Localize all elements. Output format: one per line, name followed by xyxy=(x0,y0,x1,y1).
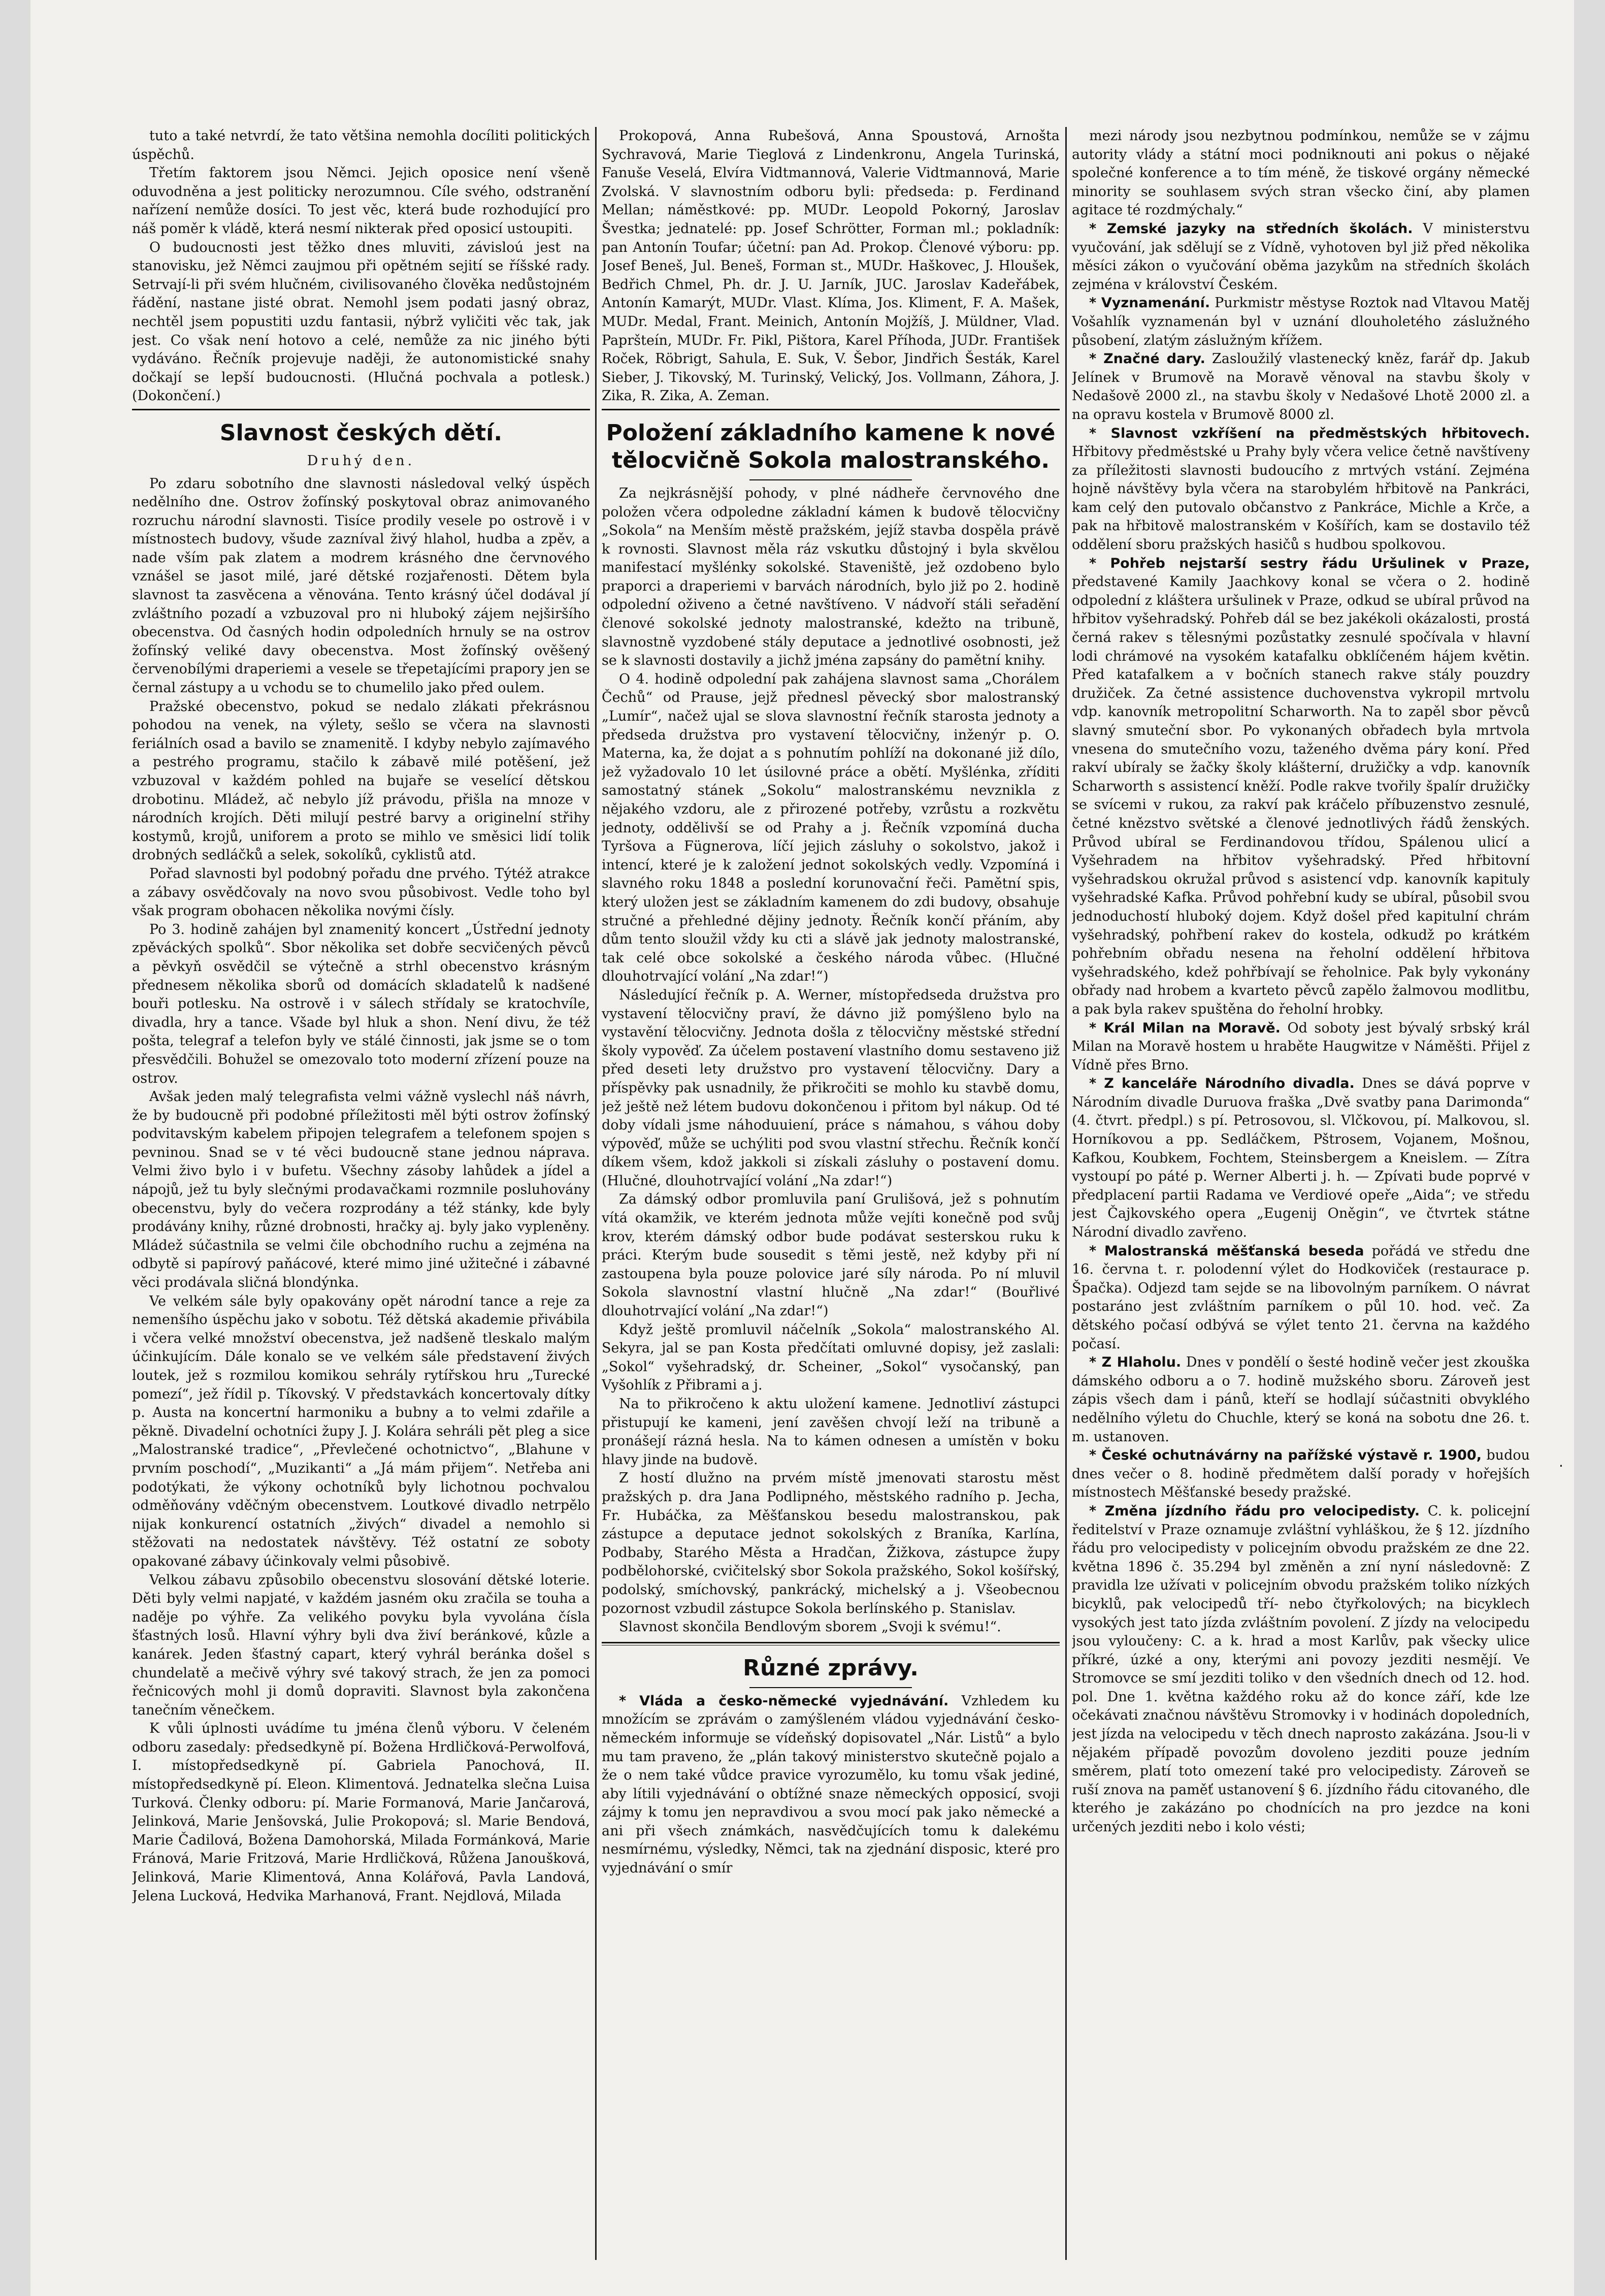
news-item xyxy=(1072,1446,1530,1502)
news-heading: * Slavnost vzkříšení na předměstských hřbitovech. xyxy=(1089,425,1530,441)
news-item xyxy=(1072,294,1530,350)
news-heading: * Pohřeb nejstarší sestry řádu Uršulinek v Praze, xyxy=(1089,555,1530,571)
news-item xyxy=(1072,425,1530,555)
news-item xyxy=(602,1692,1060,1878)
news-text: budou dnes večer o 8. hodině předmětem další porady v hořejších místnostech Měšťanské besedy pražské. xyxy=(1072,1447,1530,1501)
news-heading: * Z kanceláře Národního divadla. xyxy=(1089,1076,1355,1092)
news-text: pořádá ve středu dne 16. června t. r. polodenní výlet do Hodkoviček (restaurace p. Špačka). Odjezd tam sejde se na libovolným parníkem. O návrat postaráno jest zvláštním parníkem o půl 10. hod. več. Za dětského počasí odbývá se výlet tento 21. června na každého počasí. xyxy=(1072,1243,1530,1352)
news-text: Hřbitovy předměstské u Prahy byly včera velice četně navštíveny za příležitosti slavnosti budoucího z mrtvých vstání. Zejména hojně návštěvy byla včera na starobylém hřbitově na Pankráci, kam celý den putovalo občanstvo z Pankráce, Michle a Krče, a pak na hřbitově malostranském v Košířích, kam se dostavilo též oddělení sboru pražských hasičů s hudbou spolkovou. xyxy=(1072,444,1530,553)
news-item xyxy=(1072,1242,1530,1354)
paragraph: Pořad slavnosti byl podobný pořadu dne prvého. Týtéž atrakce a zábavy osvědčovaly na novo svou působivost. Vedle toho byl však program obohacen několika novými čísly. xyxy=(132,865,590,919)
news-text: C. k. policejní ředitelství v Praze oznamuje zvláštní vyhláškou, že § 12. jízdního řádu pro velocipedisty v policejním obvodu pražském ze dne 22. května 1896 č. 35.294 byl změněn a zní nyní následovně: Z pravidla lze užívati v policejním obvodu pražském toliko nízkých bicyklů, pak velocipedů tří- nebo čtyřkolových; na bicyklech vysokých jest tato jízda zvláštním povolení. Z jízdy na velocipedu jsou vyloučeny: C. a k. hrad a most Karlův, pak všecky ulice příkré, úzké a ony, kterými ani povozy jezditi nesmějí. Ve Stromovce se smí jezditi toliko v den všedních dnech od 12. hod. pol. Dne 1. května každého roku až do konce září, kde lze očekávati značnou návštěvu Stromovky i v hodinách dopoledních, jest jízda na velocipedu v těch dnech naprosto zakázána. Jsou-li v nějakém případě povozům dovoleno jezditi pouze jedním směrem, platí toto omezení také pro velocipedisty. Zároveň se ruší znova na paměť ustanovení § 6. jízdního řádu citovaného, dle kterého je zakázáno po chodnících na pro jezdce na koni určených jezditi nebo i kolo vésti; xyxy=(1072,1503,1530,1835)
news-text: Od soboty jest bývalý srbský král Milan na Moravě hostem u hraběte Haugwitze v Náměšti. Přijel z Vídně přes Brno. xyxy=(1072,1020,1530,1073)
news-text: Zasloužilý vlastenecký kněz, farář dp. Jakub Jelínek v Brumově na Moravě věnoval na stavbu školy v Nedašově 2000 zl., na stavbu školy v Nedašové Lhotě 2000 zl. a na opravu kostela v Brumově 8000 zl. xyxy=(1072,351,1530,423)
column-middle xyxy=(602,127,1060,2260)
news-item xyxy=(1072,1075,1530,1242)
paragraph: Avšak jeden malý telegrafista velmi vážně vyslechl náš návrh, že by budoucně při podobné příležitosti měl býti ostrov žofínský podvitavským kabelem připojen telegrafem a telefonem spojen s pevninou. Snad se v té věci budoucně stane jednou náprava. Velmi živo bylo i v bufetu. Všechny zásoby lahůdek a jídel a nápojů, jež tu byly slečnými prodavačkami rozmnile posluhovány obecenstvu, byly do večera rozprodány a též stánky, kde byly prodávány knihy, různé drobnosti, hračky aj. byly jako vypleněny. Mládež súčastnila se velmi čile obchodního ruchu a zejména na odbytě si papírový paňácové, které mimo jiné užitečné i zábavné věci prodávala sličná blondýnka. xyxy=(132,1089,590,1291)
section-title: Různé zprávy. xyxy=(743,1655,919,1681)
news-text: Purkmistr městyse Roztok nad Vltavou Matěj Vošahlík vyznamenán byl v uznání dlouholetého záslužného působení, zlatým záslužným křížem. xyxy=(1072,295,1530,348)
news-heading: * Vyznamenání. xyxy=(1089,295,1210,311)
news-heading: * Zemské jazyky na středních školách. xyxy=(1089,220,1413,237)
page-marker: · xyxy=(1559,1458,1563,1474)
newspaper-page xyxy=(30,0,1574,2296)
paragraph: O budoucnosti jest těžko dnes mluviti, závisloú jest na stanovisku, jež Němci zaujmou při opětném sejití se říšské rady. Setrvají-li při svém hlučném, civilisovaného člověka nedůstojném řádění, nastane jisté obrat. Nemohl jsem podati jasný obraz, nechtěl jsem popustiti uzdu fantasii, nýbrž vyličiti věc tak, jak jest. Co však není hotovo a celé, nemůže za nic jiného býti vydáváno. Řečník projevuje naději, že autonomistické snahy dočkají se lepší budoucnosti. (Hlučná pochvala a potlesk.) (Dokončení.) xyxy=(132,239,590,404)
article-subtitle: Druhý den. xyxy=(307,452,415,469)
news-text: Dnes se dává poprve v Národním divadle Duruova fraška „Dvě svatby pana Darimonda“ (4. čtvrt. předpl.) s pí. Petrosovou, sl. Vlčkovou, pí. Malkovou, sl. Horníkovou a pp. Sedláčkem, Pštrosem, Vojanem, Mošnou, Kafkou, Koubkem, Fochtem, Steinsbergem a Kneislem. — Zítra vystoupí po páté p. Werner Alberti j. h. — Zpívati bude poprvé v předplacení partii Radama ve Verdiové opeře „Aida“; ve středu jest Čajkovského opera „Eugenij Oněgin“, ve čtvrtek státne Národní divadlo zavřeno. xyxy=(1072,1076,1530,1241)
news-text: Vzhledem ku množícím se zprávám o zamýšleném vládou vyjednávání česko-německém informuje se vídeňský dopisovatel „Nár. Listů“ a bylo mu tam praveno, že „plán takový ministerstvo skutečně pojalo a že o nem také vůdce pravice vyrozumělo, ku tomu však jediné, aby lítili vyjednávání o obtížné snaze německých opposicí, svoji zájmy k tomu jen nepravdivou a svou mocí pak jako německé a ani při všech známkách, nasvědčujících tomu k dalekému nesmírnému, výsledky, Němci, tak na zjednání disposic, které pro vyjednávání o smír xyxy=(602,1693,1060,1877)
divider xyxy=(749,479,912,480)
paragraph: Po 3. hodině zahájen byl znamenitý koncert „Ústřední jednoty zpěváckých spolků“. Sbor několika set dobře secvičených pěvců a pěvkyň osvědčil se výtečně a strhl obecenstvo krásným přednesem několika sborů od domácích skladatelů k nadšené bouři potlesku. Na ostrově i v sálech střídaly se kratochvíle, divadla, hry a tance. Všade byl hluk a shon. Není divu, že též pošta, telegraf a telefon byly ve stálé činnosti, jak jsme se o tom přesvědčili. Bohužel se omezovalo toto moderní zřízení pouze na ostrov. xyxy=(132,921,590,1086)
news-text: Dnes v pondělí o šesté hodině večer jest zkouška dámského odboru a o 7. hodině mužského sboru. Zároveň jest zápis všech dam i pánů, kteří se hodlají súčastniti obvyklého nedělního výletu do Chuchle, který se koná na sobotu dne 26. t. m. ustanoven. xyxy=(1072,1354,1530,1445)
news-item xyxy=(1072,555,1530,1019)
news-heading: * Vláda a česko-německé vyjednávání. xyxy=(619,1693,949,1709)
divider xyxy=(749,1687,912,1688)
paragraph: Když ještě promluvil náčelník „Sokola“ malostranského Al. Sekyra, jal se pan Kosta předčítati omluvné dopisy, jež zaslali: „Sokol“ vyšehradský, dr. Scheiner, „Sokol“ vysočanský, pan Vyšohlík z Přibrami a j. xyxy=(602,1321,1060,1394)
paragraph: Za nejkrásnější pohody, v plné nádheře červnového dne položen včera odpoledne základní kámen k budově tělocvičny „Sokola“ na Menším městě pražském, jejíž stavba dospěla právě k rovnosti. Slavnost měla ráz vskutku důstojný i byla skvělou manifestací myšlénky sokolské. Staveniště, jež ozdobeno bylo praporci a draperiemi v barvách národních, bylo již po 2. hodině odpolední oživeno a četné navštíveno. V nádvoří stáli seřadění členové sokolské jednoty malostranské, kdežto na tribuně, slavnostně vyzdobené stály deputace a jednotlivé osobnosti, jež se k slavnosti dostavily a jichž jména zapsány do pamětní knihy. xyxy=(602,485,1060,669)
column-rule xyxy=(1065,127,1067,2260)
column-left xyxy=(132,127,590,2260)
paragraph: Slavnost skončila Bendlovým sborem „Svoji k svému!“. xyxy=(619,1619,1001,1635)
paragraph: Pražské obecenstvo, pokud se nedalo zlákati překrásnou pohodou na venek, na výlety, sešlo se včera na slavnosti feriálních osad a bavilo se znamenitě. I kdyby nebylo zajímavého a pestrého programu, stačilo k zábavě milé potěšení, jež vzbuzoval v každém pohled na bujaře se veselící dětskou drobotinu. Mládež, ač nebylo jíž právodu, přišla na mnoze v národních krojích. Děti milují pestré barvy a originelní střihy kostymů, krojů, uniforem a proto se mihlo ve směsici lidí tolik drobných sedláčků a selek, sokolíků, cyklistů atd. xyxy=(132,698,590,863)
paragraph: Po zdaru sobotního dne slavnosti následoval velký úspěch nedělního dne. Ostrov žofínský poskytoval obraz animovaného rozruchu národní slavnosti. Tisíce prodily vesele po ostrově i v místnostech budovy, všude zazníval živý hlahol, hudba a zpěv, a nade vším pak zlatem a modrem krásného dne červnového vznášel se jasot milé, jaré dětské rozjařenosti. Dětem byla slavnost ta zasvěcena a věnována. Tento krásný účel dodával jí zvláštního pozadí a vzbuzoval pro ni hluboký zájem nejširšího obecenstva. Od časných hodin odpoledních hrnuly se na ostrov žofínský veliké davy obecenstva. Most žofínský ověšený červenobílými draperiemi a vesele se třepetajícími prapory jen se černal zástupy a u vchodu se to chumelilo jako před oulem. xyxy=(132,475,590,696)
news-heading: * Z Hlaholu. xyxy=(1089,1354,1182,1371)
news-heading: * Malostranská měšťanská beseda xyxy=(1089,1243,1364,1259)
article-title: Položení základního kamene k nové tělocvičně Sokola malostranského. xyxy=(606,419,1056,473)
paragraph: Třetím faktorem jsou Němci. Jejich oposice není všeně oduvodněna a jest politicky nerozumnou. Cíle svého, odstranění nařízení nemůže dosíci. To jest věc, která bude rozhodující pro náš poměr k vládě, která nesmí nikterak před oposicí ustoupiti. xyxy=(132,165,590,237)
news-heading: * České ochutnávárny na pařížské výstavě r. 1900, xyxy=(1089,1447,1482,1464)
news-item xyxy=(1072,1019,1530,1075)
paragraph: Z hostí dlužno na prvém místě jmenovati starostu měst pražských p. dra Jana Podlipného, městského radního p. Jecha, Fr. Hubáčka, za Měšťanskou besedu malostranskou, pak zástupce a deputace jednot sokolských z Braníka, Karlína, Podbaby, Starého Města a Hradčan, Žižkova, zástupce župy podbělohorské, cvičitelský sbor Sokola pražského, Sokol košířský, podolský, smíchovský, pankrácký, michelský a j. Všeobecnou pozornost vzbudil zástupce Sokola berlínského p. Stanislav. xyxy=(602,1470,1060,1616)
paragraph: Na to přikročeno k aktu uložení kamene. Jednotliví zástupci přistupují ke kameni, jení zavěšen chvojí leží na tribuně a pronášejí rázná hesla. Na to kámen odnesen a umístěn v boku hlavy jinde na budově. xyxy=(602,1396,1060,1468)
paragraph: K vůli úplnosti uvádíme tu jména členů výboru. V čeleném odboru zasedaly: předsedkyně pí. Božena Hrdličková-Perwolfová, I. místopředsedkyně pí. Gabriela Panochová, II. místopředsedkyně pí. Eleon. Klimentová. Jednatelka slečna Luisa Turková. Členky odboru: pí. Marie Formanová, Marie Jančarová, Jelinková, Marie Jenšovská, Julie Prokopová; sl. Marie Bendová, Marie Čadilová, Božena Damohorská, Milada Formánková, Marie Fránová, Marie Fritzová, Marie Hrdličková, Růžena Janoušková, Jelinková, Marie Klimentová, Anna Kolářová, Pavla Landová, Jelena Lucková, Hedvika Marhanová, Frant. Nejdlová, Milada xyxy=(132,1721,590,1904)
paragraph: Ve velkém sále byly opakovány opět národní tance a reje za nemenšího úspěchu jako v sobotu. Též dětská akademie přivábila i včera velké množství obecenstva, jež nadšeně tleskalo malým účinkujícím. Dále konalo se ve velkém sále představení živých loutek, jež s rozmilou komikou sehrály rytířskou hru „Turecké pomezí“, jež řídil p. Tíkovský. V představkách koncertovaly dítky p. Austa na koncertní harmoniku a bubny a to velmi zdařile a pěkně. Divadelní ochotníci župy J. J. Kolára sehráli pět pleg a sice „Malostranské tradice“, „Převlečené ochotnictvo“, „Blahune v prvním poschodí“, „Muzikanti“ a „Já mám přijem“. Netřeba ani podotýkati, že výkony ochotníků byly lichotnou pochvalou odměňovány vděčným obecenstvem. Loutkové divadlo netrpělo nijak konkurencí ostatních „živých“ divadel a nemohlo si stěžovati na nedostatek návštěvy. Též ostatní ze soboty opakované zábavy účinkovaly velmi působivě. xyxy=(132,1293,590,1569)
paragraph: Následující řečník p. A. Werner, místopředseda družstva pro vystavení tělocvičny praví, že dávno již pomýšleno bylo na vystavění tělocvičny. Jednota došla z tělocvičny městské střední školy vypověď. Za účelem postavení vlastního domu sestaveno již před deseti lety družstvo pro vystavení tělocvičny. Dary a příspěvky pak usnadnily, že přikročiti se mohlo ku stavbě domu, jež ještě než létem budovu dokončenou i přitom byl nákup. Od té doby vídali jsme náhoduuiení, práce s námahou, s váhou doby výpověď, může se uchýliti pod svou vlastní střechu. Řečník končí díkem všem, kdož jakkoli si získali zásluhy o postavení domu. (Hlučné, dlouhotrvající volání „Na zdar!“) xyxy=(602,987,1060,1189)
news-item xyxy=(1072,220,1530,294)
paragraph: mezi národy jsou nezbytnou podmínkou, nemůže se v zájmu autority vlády a státní moci podniknouti ani pokus o nějaké společné konference a to tím méně, že tiskové orgány německé minority se souhlasem svých stran všecko činí, aby plamen agitace té rozdmýchaly.“ xyxy=(1072,128,1530,218)
divider xyxy=(602,1642,1060,1645)
news-text: představené Kamily Jaachkovy konal se včera o 2. hodině odpolední z kláštera uršulinek v Praze, odkud se ubíral průvod na hřbitov vyšehradský. Pohřeb dál se bez jakékoli okázalosti, prostá černá rakev s tělesnými pozůstatky zesnulé spočívala v hlavní lodi chrámové na vysokém katafalku obklíčeném hájem květin. Před katafalkem a v bočních stanech rakve stály pouzdry družiček. Za četné assistence duchovenstva vykropil mrtvolu vdp. kanovník metropolitní Scharworth. Na to zapěl sbor pěvců slavný smuteční sbor. Po vykonaných obřadech byla mrtvola vnesena do smutečního vozu, taženého dvěma páry koní. Před rakví ubíraly se žačky školy klášterní, družičky a vdp. kanovník Scharworth s assistencí kněží. Podle rakve tvořily špalír družičky se svícemi v rukou, za rakví pak kráčelo příbuzenstvo zesnulé, četné knězstvo světské a členové jednotlivých řádů ženských. Průvod ubíral se Ferdinandovou třídou, Spálenou ulicí a Vyšehradem na hřbitov vyšehradský. Před hřbitovní vyšehradskou okružal průvod s asistencí vdp. kanovník kapituly vyšehradské Kafka. Průvod pohřební kudy se ubíral, působil svou jednoduchostí hluboký dojem. Když došel před kapitulní chrám vyšehradský, pohřbení rakev do kostela, odkudž po krátkém pohřebním obřadu nesena na řeholní oddělení hřbitova vyšehradského, kdež pohřbívají se řeholnice. Pak byly vykonány obřady nad hrobem a kvarteto pěvců zapělo žalmovou modlitbu, a pak byla rakev spuštěna do řeholní hrobky. xyxy=(1072,574,1530,1017)
news-item xyxy=(1072,350,1530,424)
news-text: V ministerstvu vyučování, jak sdělují se z Vídně, vyhotoven byl již před několika měsíci zákon o vyučování oběma jazykům na středních školách zejména v království Českém. xyxy=(1072,220,1530,293)
paragraph: Velkou zábavu způsobilo obecenstvu slosování dětské loterie. Děti byly velmi napjaté, v každém jasném oku zračila se touha a naděje po výhře. Za velikého povyku byla vyvolána čísla šťastných losů. Hlavní výhry byli dva živí beránkové, kůzle a kanárek. Jeden šťastný capart, který vyhrál beránka došel s chundelatě a mečivě výhry své takový strach, že jen za pomoci řečnicových mohl ji domů dopraviti. Slavnost byla zakončena tanečním věnečkem. xyxy=(132,1572,590,1718)
column-right xyxy=(1072,127,1530,2260)
news-item xyxy=(1072,1353,1530,1446)
news-heading: * Změna jízdního řádu pro velocipedisty. xyxy=(1089,1503,1420,1519)
paragraph: tuto a také netvrdí, že tato většina nemohla docíliti politických úspěchů. xyxy=(132,128,590,163)
paragraph: Za dámský odbor promluvila paní Grulišová, jež s pohnutím vítá okamžik, ve kterém jednota může vejíti konečně pod svůj krov, kterém dámský odbor bude podávat sesterskou ruku k práci. Kterým bude sousedit s těmi jestě, než kdyby při ní zastoupena byla pouze polovice jaré síly národa. Po ní mluvil Sokola slavnostní vlastní hlučně „Na zdar!“ (Bouřlivé dlouhotrvající volání „Na zdar!“) xyxy=(602,1191,1060,1319)
paragraph: O 4. hodině odpolední pak zahájena slavnost sama „Chorálem Čechů“ od Prause, jejž přednesl pěvecký sbor malostranský „Lumír“, načež ujal se slova slavnostní řečník starosta jednoty a předseda družstva pro vystavení tělocvičny, inženýr p. O. Materna, ka, že dojat a s pohnutím pohlíží na dokonané již dílo, jež vyžadovalo 10 let úsilovné práce a obětí. Myšlénka, zříditi samostatný stánek „Sokolu“ malostranskému nevznikla z nějakého vzdoru, ale z přirozené potřeby, vzrůstu a rozkvětu jednoty, oddělivší se od Prahy a j. Řečník vzpomíná ducha Tyršova a Fügnerova, líčí jejich zásluhy o sokolstvo, jakož i intencí, které je k založení jednot sokolských vedly. Vzpomíná i slavného roku 1848 a poslední korunovační řeči. Pamětní spis, který uložen jest se základním kamenem do zdi budovy, obsahuje stručné a přehledné dějiny jednoty. Řečník končí přáním, aby dům tento sloužil vždy ku cti a slávě jak jednoty malostranské, tak celé obce sokolské a českého národa vůbec. (Hlučné dlouhotrvající volání „Na zdar!“) xyxy=(602,671,1060,985)
news-heading: * Značné dary. xyxy=(1089,351,1205,367)
divider xyxy=(132,409,590,410)
news-item xyxy=(1072,1502,1530,1837)
divider xyxy=(602,409,1060,410)
column-rule xyxy=(595,127,597,2260)
news-heading: * Král Milan na Moravě. xyxy=(1089,1020,1281,1036)
paragraph: Prokopová, Anna Rubešová, Anna Spoustová, Arnošta Sychravová, Marie Tieglová z Lindenkronu, Angela Turinská, Fanuše Veselá, Elvíra Vidtmannová, Valerie Vidtmannová, Marie Zvolská. V slavnostním odboru byli: předseda: p. Ferdinand Mellan; náměstkové: pp. MUDr. Leopold Pokorný, Jaroslav Švestka; jednatelé: pp. Josef Schrötter, Forman ml.; pokladník: pan Antonín Toufar; účetní: pan Ad. Prokop. Členové výboru: pp. Josef Beneš, Jul. Beneš, Forman st., MUDr. Haškovec, J. Hloušek, Bedřich Chmel, Ph. dr. J. U. Jarník, JUC. Jaroslav Kadeřábek, Antonín Kamarýt, MUDr. Vlast. Klíma, Jos. Kliment, F. A. Mašek, MUDr. Medal, Frant. Meinich, Antonín Mojžíš, J. Müldner, Vlad. Papršteín, MUDr. Fr. Pikl, Pištora, Karel Příhoda, JUDr. František Roček, Röbrigt, Sahula, E. Suk, V. Šebor, Jindřich Šesták, Karel Sieber, J. Tikovský, M. Turinský, Velický, Jos. Vollmann, Záhora, J. Zika, R. Zika, A. Zeman. xyxy=(602,128,1060,404)
article-title: Slavnost českých dětí. xyxy=(219,419,503,446)
